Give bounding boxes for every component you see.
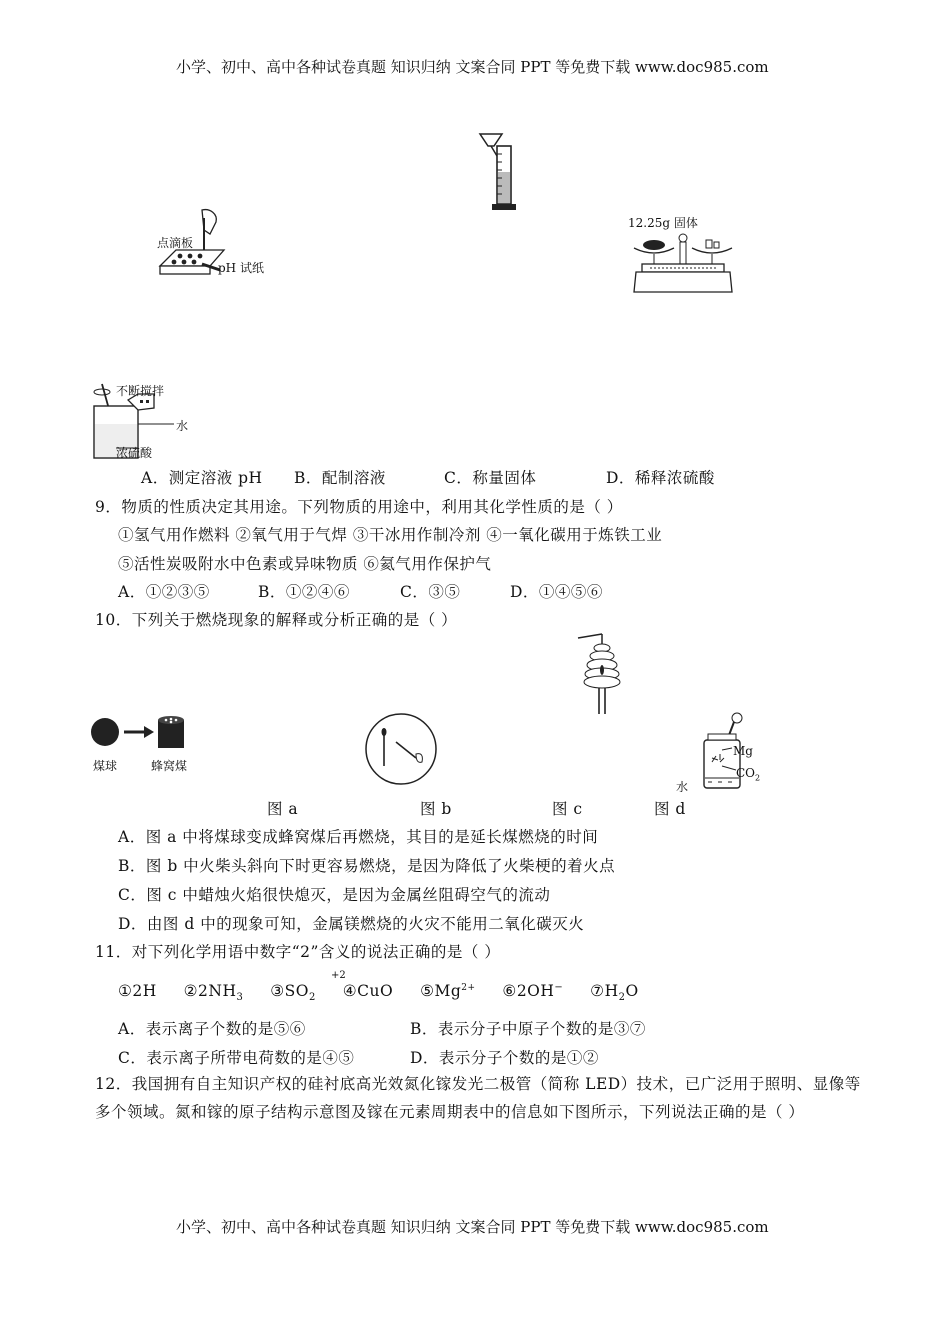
- q11-option-d: D．表示分子个数的是①②: [410, 1049, 599, 1067]
- q8-option-b: B．配制溶液: [294, 469, 386, 487]
- graduated-cylinder-figure: [478, 132, 528, 218]
- q8-option-d: D．稀释浓硫酸: [606, 469, 715, 487]
- q9-option-d: D．①④⑤⑥: [510, 583, 603, 601]
- valence-mark: +2: [331, 970, 346, 981]
- q9-stem: 9．物质的性质决定其用途。下列物质的用途中，利用其化学性质的是（ ）: [95, 498, 623, 516]
- q11-option-c: C．表示离子所带电荷数的是④⑤: [118, 1049, 355, 1067]
- symbol-5: $⑤Mg^{2+}$: [420, 982, 476, 1001]
- symbol-4: ④CuO: [342, 982, 394, 1001]
- q10-stem: 10．下列关于燃烧现象的解释或分析正确的是（ ）: [95, 611, 458, 629]
- q9-option-b: B．①②④⑥: [258, 583, 350, 601]
- symbol-6: ⑥2OH−: [502, 982, 564, 1001]
- acid-label: 浓硫酸: [116, 446, 153, 460]
- q11-symbols: [118, 982, 639, 1003]
- page-header: 小学、初中、高中各种试卷真题 知识归纳 文案合同 PPT 等免费下载 www.doc985.com: [176, 58, 769, 76]
- q12-stem: 12．我国拥有自主知识产权的硅衬底高光效氮化镓发光二极管（简称 LED）技术，已广泛用于照明、显像等多个领域。氮和镓的原子结构示意图及镓在元素周期表中的信息如下图所示，下列说法正确的是（ ）: [95, 1075, 861, 1121]
- symbol-2: $②2NH_3$: [183, 982, 244, 1004]
- q11-stem: 11．对下列化学用语中数字“2”含义的说法正确的是（ ）: [95, 943, 501, 961]
- match-figure: [364, 712, 438, 790]
- symbol-3: $③SO_2$: [270, 982, 316, 1004]
- caption-b: 图 b: [420, 800, 452, 818]
- mg-label: Mg: [733, 744, 753, 758]
- water-label: 水: [176, 419, 189, 433]
- symbol-7: $⑦H_2O$: [590, 982, 639, 1004]
- caption-a: 图 a: [267, 800, 299, 818]
- q8-option-a: A．测定溶液 pH: [141, 469, 263, 487]
- q11-option-a: A．表示离子个数的是⑤⑥: [118, 1020, 306, 1038]
- solid-mass-label: 12.25g 固体: [628, 216, 698, 230]
- co2-label: $CO_2$: [736, 766, 761, 783]
- coal-figure: [88, 714, 218, 758]
- stir-label: 不断搅拌: [116, 384, 165, 398]
- honeycomb-label: 蜂窝煤: [151, 759, 188, 773]
- ph-paper-label: pH 试纸: [218, 261, 264, 275]
- q9-option-a: A．①②③⑤: [118, 583, 210, 601]
- candle-coil-figure: [574, 630, 634, 722]
- symbol-1: ①2H: [118, 982, 157, 1001]
- q10-option-b: B．图 b 中火柴头斜向下时更容易燃烧，是因为降低了火柴梗的着火点: [118, 857, 616, 875]
- q9-option-c: C．③⑤: [400, 583, 461, 601]
- q11-option-b: B．表示分子中原子个数的是③⑦: [410, 1020, 646, 1038]
- spot-plate-label: 点滴板: [157, 236, 194, 250]
- coal-ball-label: 煤球: [93, 759, 118, 773]
- q8-option-c: C．称量固体: [444, 469, 537, 487]
- caption-d: 图 d: [654, 800, 686, 818]
- caption-c: 图 c: [552, 800, 583, 818]
- page-footer: 小学、初中、高中各种试卷真题 知识归纳 文案合同 PPT 等免费下载 www.doc985.com: [176, 1218, 769, 1236]
- balance-figure: [628, 228, 738, 302]
- q9-items-2: ⑤活性炭吸附水中色素或异味物质 ⑥氦气用作保护气: [118, 555, 492, 573]
- q10-option-a: A．图 a 中将煤球变成蜂窝煤后再燃烧，其目的是延长煤燃烧的时间: [118, 828, 599, 846]
- water-label-d: 水: [676, 780, 689, 794]
- q9-items-1: ①氢气用作燃料 ②氧气用于气焊 ③干冰用作制冷剂 ④一氧化碳用于炼铁工业: [118, 526, 663, 544]
- q10-option-d: D．由图 d 中的现象可知，金属镁燃烧的火灾不能用二氧化碳灭火: [118, 915, 585, 933]
- q10-option-c: C．图 c 中蜡烛火焰很快熄灭，是因为金属丝阻碍空气的流动: [118, 886, 551, 904]
